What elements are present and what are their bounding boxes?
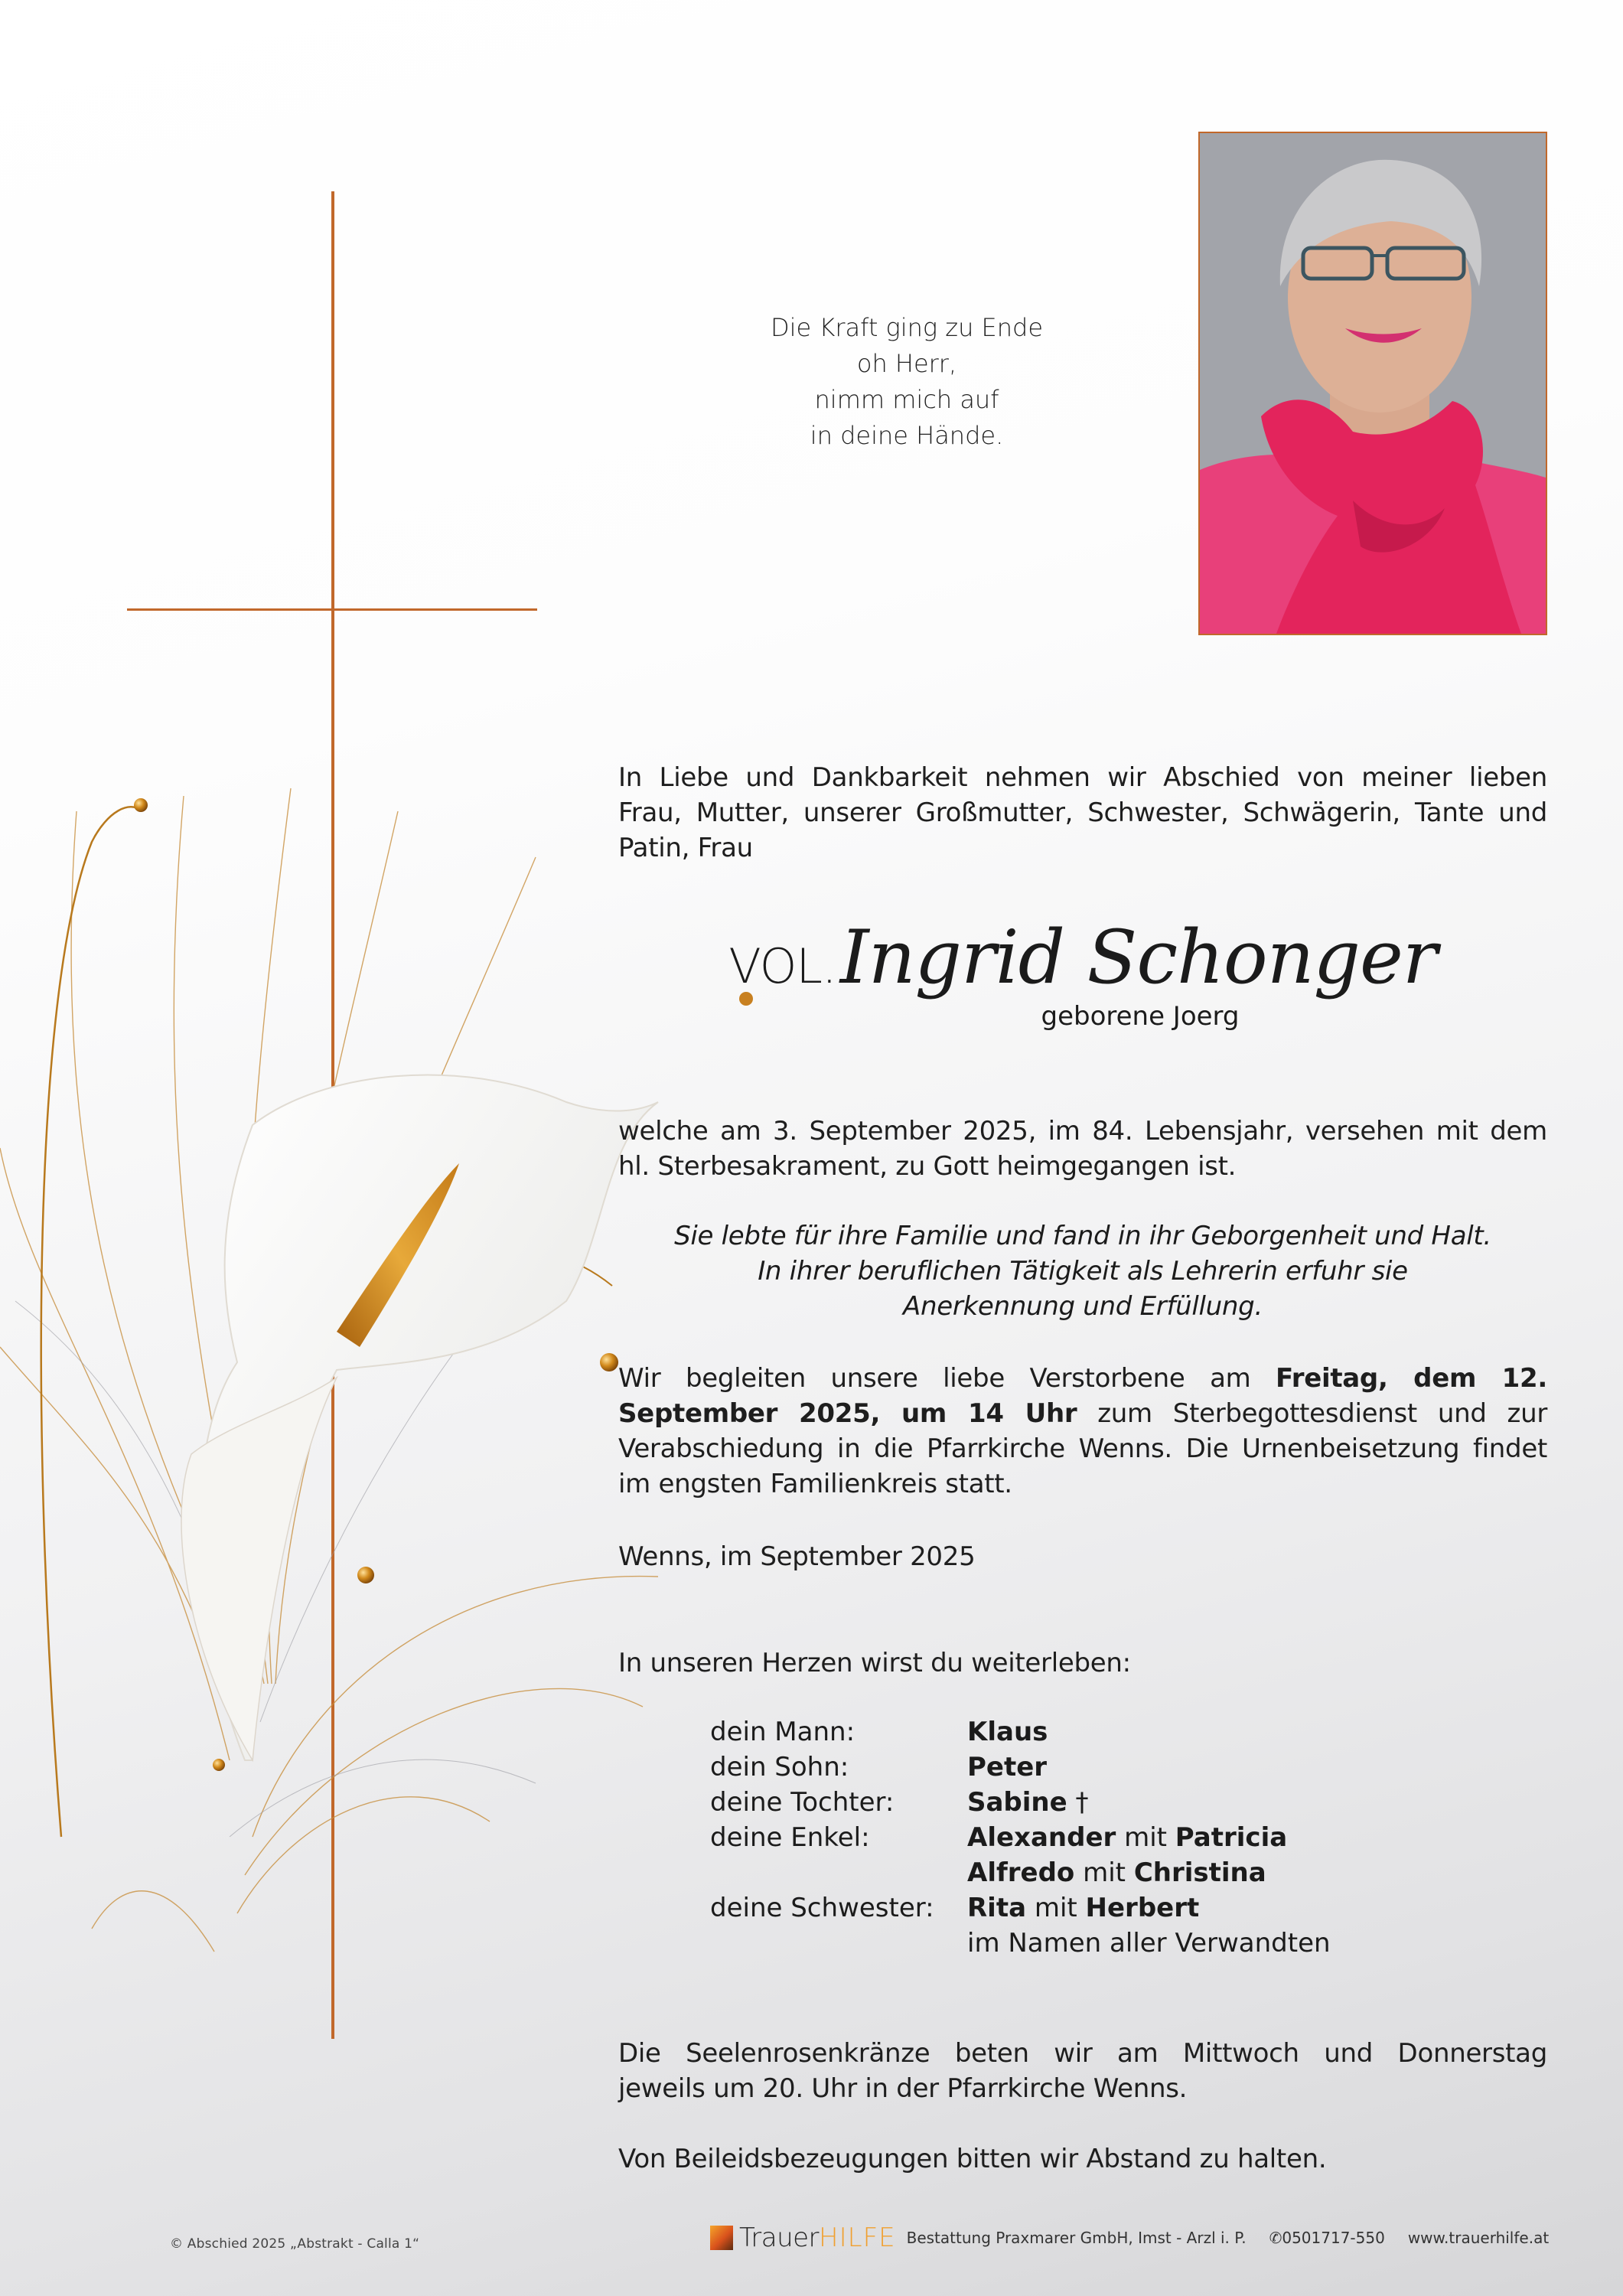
place-date: Wenns, im September 2025 <box>618 1541 976 1572</box>
intro-line: Frau, Mutter, unserer Großmutter, Schwester, Schwägerin, Tante und <box>618 797 1547 828</box>
intro-text <box>618 760 1547 866</box>
funeral-line <box>618 1396 1547 1431</box>
deceased-full-name: Ingrid Schonger <box>839 915 1437 1000</box>
relation-label: deine Enkel: <box>710 1822 870 1853</box>
survivor-row <box>710 1750 1331 1785</box>
tribute-line: Sie lebte für ihre Familie und fand in ihr Geborgenheit und Halt. <box>674 1221 1491 1251</box>
funeral-text: Wir begleiten unsere liebe Verstorbene am <box>618 1363 1276 1394</box>
survivor-names: Alfredo mit Christina <box>967 1857 1266 1888</box>
copyright-notice: © Abschied 2025 „Abstrakt - Calla 1“ <box>170 2236 420 2252</box>
survivor-row <box>710 1820 1331 1855</box>
survivor-names: Rita mit Herbert <box>967 1893 1200 1923</box>
phone-icon: ✆ <box>1269 2229 1282 2247</box>
verse-line: oh Herr, <box>856 349 957 378</box>
intro-line: Patin, Frau <box>618 833 753 863</box>
maiden-name: geborene Joerg <box>1041 1001 1240 1032</box>
rose-logo-icon <box>710 2226 733 2250</box>
rosary-line: Die Seelenrosenkränze beten wir am Mittwoch und Donnerstag <box>618 2038 1547 2069</box>
survivor-names: Klaus <box>967 1717 1048 1747</box>
logo-text-hilfe: HILFE <box>819 2223 896 2253</box>
survivor-names: Alexander mit Patricia <box>967 1822 1288 1853</box>
death-notice-line: welche am 3. September 2025, im 84. Lebensjahr, versehen mit dem <box>618 1116 1547 1146</box>
cross-horizontal-bar <box>127 608 537 611</box>
company-name: Bestattung Praxmarer GmbH, Imst - Arzl i. P. <box>906 2229 1247 2247</box>
verse-line: in deine Hände. <box>810 421 1004 450</box>
relation-label: dein Mann: <box>710 1717 855 1747</box>
relation-label: deine Tochter: <box>710 1787 895 1818</box>
survivor-row <box>710 1855 1331 1890</box>
logo-text-trauer: Trauer <box>739 2223 820 2253</box>
survivor-row <box>710 1785 1331 1820</box>
funeral-date-bold: Freitag, dem 12. <box>1275 1363 1547 1394</box>
funeral-text: zum Sterbegottesdienst und zur <box>1077 1398 1547 1429</box>
rosary-line: jeweils um 20. Uhr in der Pfarrkirche Wenns. <box>618 2073 1188 2104</box>
survivors-closing: im Namen aller Verwandten <box>967 1928 1331 1958</box>
funeral-info <box>618 1361 1547 1502</box>
phone-number: ✆0501717-550 <box>1269 2229 1385 2247</box>
relation-label <box>710 1855 967 1890</box>
deceased-title: VOL. <box>728 938 836 994</box>
verse <box>719 310 1094 454</box>
survivor-names: Sabine † <box>967 1787 1089 1818</box>
verse-line: Die Kraft ging zu Ende <box>770 313 1044 342</box>
tribute-text <box>618 1218 1547 1324</box>
survivor-row <box>710 1926 1331 1961</box>
condolence-note: Von Beileidsbezeugungen bitten wir Abstand zu halten. <box>618 2144 1327 2174</box>
tribute-line: Anerkennung und Erfüllung. <box>903 1291 1263 1322</box>
funeral-line: im engsten Familienkreis statt. <box>618 1469 1012 1499</box>
intro-line: In Liebe und Dankbarkeit nehmen wir Abschied von meiner lieben <box>618 762 1547 793</box>
relation-label: deine Schwester: <box>710 1893 934 1923</box>
deceased-cross-icon: † <box>1067 1787 1089 1818</box>
calla-lily-illustration <box>0 765 689 1990</box>
survivor-row <box>710 1714 1331 1750</box>
relation-label: dein Sohn: <box>710 1752 849 1782</box>
verse-line: nimm mich auf <box>814 385 999 414</box>
survivor-names: Peter <box>967 1752 1048 1782</box>
death-notice-line: hl. Sterbesakrament, zu Gott heimgegangen ist. <box>618 1151 1237 1182</box>
survivors-list <box>710 1714 1331 1961</box>
portrait-image <box>1200 133 1546 634</box>
death-notice <box>618 1114 1547 1184</box>
portrait-photo <box>1198 132 1547 635</box>
rosary-info <box>618 2036 1547 2106</box>
funeral-line <box>618 1361 1547 1396</box>
survivors-heading: In unseren Herzen wirst du weiterleben: <box>618 1648 1131 1678</box>
tribute-line: In ihrer beruflichen Tätigkeit als Lehrerin erfuhr sie <box>758 1256 1408 1287</box>
website-link[interactable]: www.trauerhilfe.at <box>1407 2229 1550 2247</box>
funeral-line: Verabschiedung in die Pfarrkirche Wenns. Die Urnenbeisetzung findet <box>618 1433 1547 1464</box>
survivor-row <box>710 1890 1331 1926</box>
footer-imprint <box>710 2223 1549 2253</box>
funeral-time-bold: September 2025, um 14 Uhr <box>618 1398 1077 1429</box>
deceased-name <box>618 915 1547 1000</box>
